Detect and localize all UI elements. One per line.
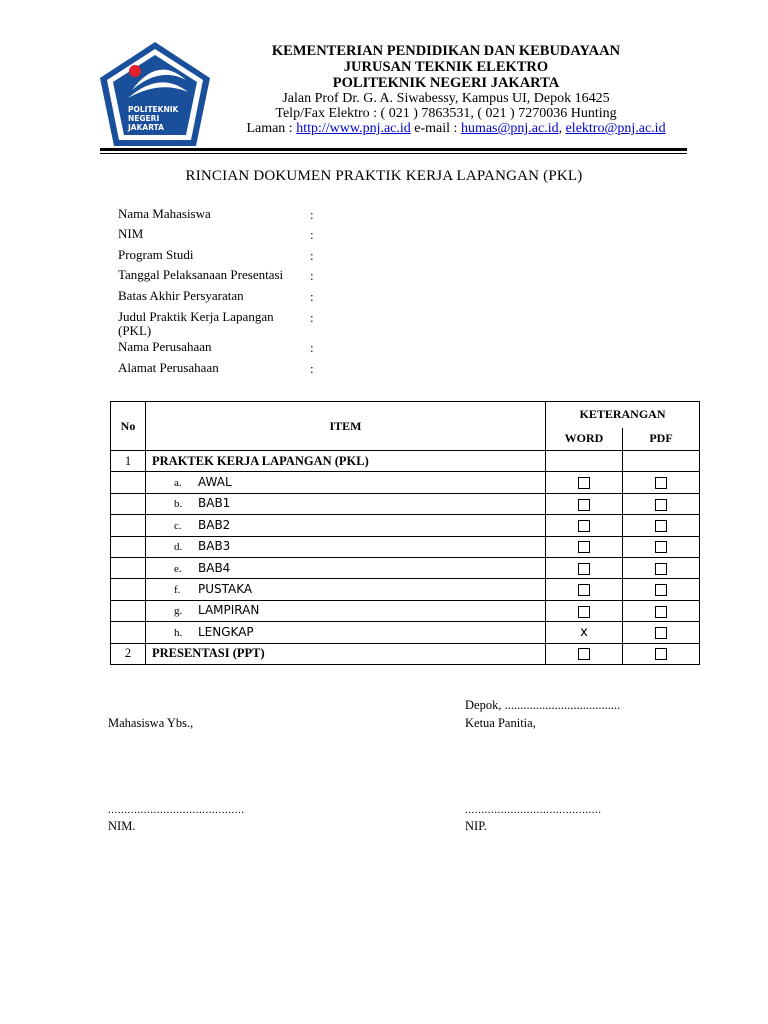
section-title: PRAKTEK KERJA LAPANGAN (PKL) [146, 451, 546, 472]
item-letter: e. [174, 562, 182, 575]
word-checkbox[interactable] [578, 499, 590, 511]
pnj-logo [98, 40, 212, 150]
pdf-checkbox[interactable] [655, 499, 667, 511]
table-row [111, 579, 700, 600]
pdf-checkbox[interactable] [655, 563, 667, 575]
header-department: JURUSAN TEKNIK ELEKTRO [343, 59, 549, 75]
section-title: PRESENTASI (PPT) [146, 643, 546, 664]
header-rule-thin [100, 153, 687, 154]
field-label-judul: Judul Praktik Kerja Lapangan (PKL) [118, 309, 274, 338]
field-label-perusahaan: Nama Perusahaan [118, 339, 212, 354]
field-colon-nim: : [310, 227, 314, 242]
word-checkbox[interactable] [578, 584, 590, 596]
item-label: PUSTAKA [198, 582, 253, 597]
item-letter: d. [174, 541, 183, 554]
field-label-batas: Batas Akhir Persyaratan [118, 288, 244, 303]
item-letter: h. [174, 626, 183, 639]
email-label: e-mail : [410, 121, 461, 136]
item-letter: a. [174, 477, 182, 490]
item-label: AWAL [198, 475, 232, 490]
logo-text-2: NEGERI [128, 114, 160, 123]
field-label-tanggal: Tanggal Pelaksanaan Presentasi [118, 267, 284, 282]
item-letter: f. [174, 584, 181, 597]
col-header-pdf: PDF [623, 428, 700, 451]
left-signature-line: .......................................... [108, 804, 245, 816]
table-row [111, 536, 700, 557]
table-row [111, 557, 700, 578]
item-label: BAB1 [198, 496, 231, 511]
col-header-word: WORD [546, 428, 623, 451]
pdf-checkbox[interactable] [655, 477, 667, 489]
table-row [111, 493, 700, 514]
item-label: BAB4 [198, 560, 231, 575]
field-colon-alamat: : [310, 361, 314, 376]
field-colon-batas: : [310, 289, 314, 304]
empty-cell [623, 451, 700, 472]
pdf-checkbox[interactable] [655, 648, 667, 660]
col-header-no: No [111, 402, 146, 451]
row-no: 1 [111, 451, 146, 472]
item-label: BAB2 [198, 517, 231, 532]
col-header-keterangan: KETERANGAN [546, 402, 700, 428]
field-colon-nama: : [310, 207, 314, 222]
table-row [111, 515, 700, 536]
table-row [111, 472, 700, 493]
header-phone: Telp/Fax Elektro : ( 021 ) 7863531, ( 021 ) 7270036 Hunting [275, 106, 617, 121]
word-checkbox[interactable] [578, 477, 590, 489]
pdf-checkbox[interactable] [655, 520, 667, 532]
row-no: 2 [111, 643, 146, 664]
document-title: RINCIAN DOKUMEN PRAKTIK KERJA LAPANGAN (PKL) [185, 168, 583, 184]
table-row [111, 451, 700, 472]
email-humas-link[interactable]: humas@pnj.ac.id [460, 121, 559, 136]
table-header-row [111, 402, 700, 428]
right-signer-role: Ketua Panitia, [465, 716, 536, 730]
logo-text-1: POLITEKNIK [128, 105, 179, 114]
field-label-alamat: Alamat Perusahaan [118, 360, 219, 375]
header-address: Jalan Prof Dr. G. A. Siwabessy, Kampus UI, Depok 16425 [282, 91, 610, 106]
header-ministry: KEMENTERIAN PENDIDIKAN DAN KEBUDAYAAN [271, 43, 621, 59]
word-checkbox[interactable] [578, 606, 590, 618]
word-checkbox[interactable] [578, 563, 590, 575]
word-checkbox[interactable] [578, 520, 590, 532]
field-colon-prodi: : [310, 248, 314, 263]
email-elektro-link[interactable]: elektro@pnj.ac.id [565, 121, 666, 136]
header-institution: POLITEKNIK NEGERI JAKARTA [332, 75, 560, 91]
left-signer-role: Mahasiswa Ybs., [108, 716, 194, 730]
header-rule-thick [100, 148, 687, 151]
word-x-mark[interactable]: x [580, 624, 588, 640]
left-signer-id: NIM. [108, 819, 136, 833]
empty-cell [546, 451, 623, 472]
laman-label: Laman : [246, 121, 297, 136]
item-label: BAB3 [198, 539, 231, 554]
item-letter: b. [174, 498, 183, 511]
word-checkbox[interactable] [578, 541, 590, 553]
pdf-checkbox[interactable] [655, 627, 667, 639]
place-date: Depok, ..................................... [465, 698, 621, 712]
field-label-nim: NIM [118, 226, 144, 241]
logo-text-3: JAKARTA [128, 123, 164, 132]
field-label-nama: Nama Mahasiswa [118, 206, 211, 221]
item-label: LAMPIRAN [198, 603, 260, 618]
item-letter: c. [174, 519, 182, 532]
item-label: LENGKAP [198, 624, 254, 639]
field-colon-tanggal: : [310, 268, 314, 283]
right-signer-id: NIP. [465, 819, 487, 833]
pdf-checkbox[interactable] [655, 606, 667, 618]
checklist-table [110, 401, 700, 665]
table-row [111, 600, 700, 621]
table-row [111, 643, 700, 664]
field-colon-perusahaan: : [310, 340, 314, 355]
table-row [111, 622, 700, 643]
right-signature-line: .......................................... [465, 804, 602, 816]
website-link[interactable]: http://www.pnj.ac.id [296, 121, 411, 136]
pdf-checkbox[interactable] [655, 584, 667, 596]
field-colon-judul: : [310, 310, 314, 325]
pdf-checkbox[interactable] [655, 541, 667, 553]
email-separator: , [558, 121, 566, 136]
field-label-prodi: Program Studi [118, 247, 194, 262]
logo-red-dot [129, 65, 141, 77]
item-letter: g. [174, 605, 183, 618]
word-checkbox[interactable] [578, 648, 590, 660]
col-header-item: ITEM [146, 402, 546, 451]
header-contact-line [236, 121, 676, 137]
